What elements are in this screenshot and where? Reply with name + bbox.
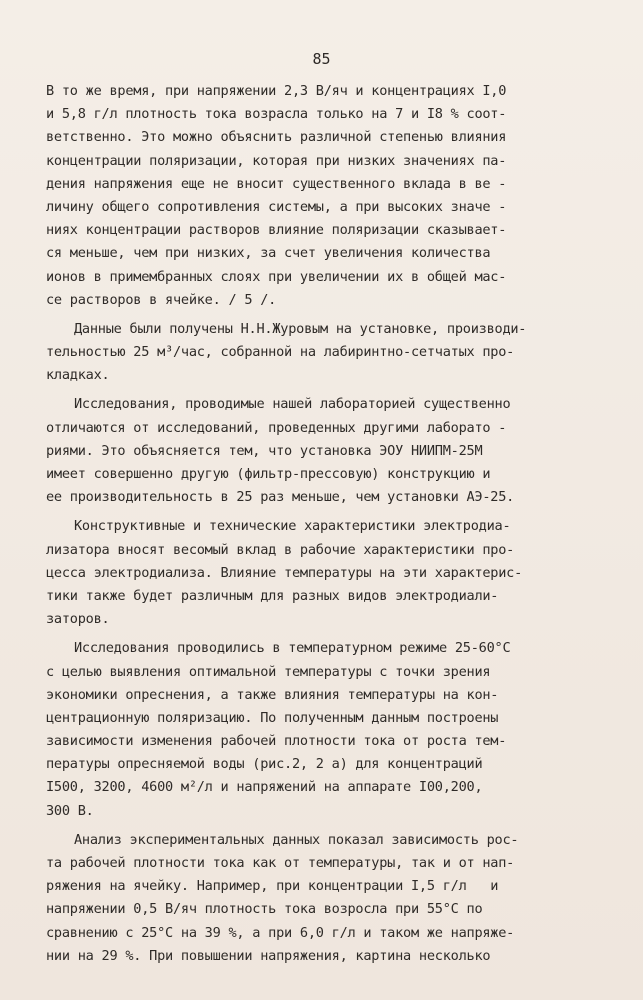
text-line: ся меньше, чем при низких, за счет увеличения количества xyxy=(46,245,491,262)
text-line: ниях концентрации растворов влияние поляризации сказывает- xyxy=(46,222,507,239)
text-line: ряжения на ячейку. Например, при концентрации I,5 г/л и xyxy=(46,878,499,895)
text-line: пературы опресняемой воды (рис.2, 2 а) для концентраций xyxy=(46,756,483,773)
text-line: тельностью 25 м³/час, собранной на лабиринтно-сетчатых про- xyxy=(46,344,515,361)
text-line: Данные были получены Н.Н.Журовым на установке, производи- xyxy=(74,320,527,337)
text-line: 300 В. xyxy=(46,802,94,819)
text-line: личину общего сопротивления системы, а при высоких значе - xyxy=(46,198,507,215)
text-line: ветственно. Это можно объяснить различной степенью влияния xyxy=(46,129,507,146)
text-line: та рабочей плотности тока как от температуры, так и от нап- xyxy=(46,855,515,871)
text-line: отличаются от исследований, проведенных другими лаборато - xyxy=(46,419,507,436)
text-line: лизатора вносят весомый вклад в рабочие характеристики про- xyxy=(46,541,515,558)
text-line: В то же время, при напряжении 2,3 В/яч и концентрациях I,0 xyxy=(46,83,507,99)
body-text xyxy=(46,80,608,968)
text-line: Исследования проводились в температурном режиме 25-60°С xyxy=(74,640,511,657)
text-line: Анализ экспериментальных данных показал зависимость рос- xyxy=(74,831,519,848)
text-line: се растворов в ячейке. / 5 /. xyxy=(46,291,277,308)
text-line: с целью выявления оптимальной температуры с точки зрения xyxy=(46,663,491,680)
text-line: экономики опреснения, а также влияния температуры на кон- xyxy=(46,686,499,703)
text-line: I500, 3200, 4600 м²/л и напряжений на аппарате I00,200, xyxy=(46,779,483,796)
text-line: и 5,8 г/л плотность тока возрасла только на 7 и I8 % соот- xyxy=(46,106,507,123)
page-number: 85 xyxy=(312,50,331,68)
text-line: тики также будет различным для разных видов электродиали- xyxy=(46,587,499,604)
text-line: ионов в примембранных слоях при увеличении их в общей мас- xyxy=(46,268,507,285)
text-line: дения напряжения еще не вносит существенного вклада в ве - xyxy=(46,175,507,192)
text-line: имеет совершенно другую (фильтр-прессовую) конструкцию и xyxy=(46,466,491,482)
text-line: зависимости изменения рабочей плотности тока от роста тем- xyxy=(46,733,507,750)
text-line: ее производительность в 25 раз меньше, чем установки АЭ-25. xyxy=(46,489,515,506)
text-line: Конструктивные и технические характеристики электродиа- xyxy=(74,518,511,535)
text-line: цесса электродиализа. Влияние температуры на эти характерис- xyxy=(46,564,523,581)
text-line: центрационную поляризацию. По полученным данным построены xyxy=(46,709,499,726)
text-line: нии на 29 %. При повышении напряжения, картина несколько xyxy=(46,947,491,964)
text-line: Исследования, проводимые нашей лабораторией существенно xyxy=(74,396,511,413)
text-line: заторов. xyxy=(46,611,110,628)
text-line: риями. Это объясняется тем, что установка ЭОУ НИИПМ-25М xyxy=(46,442,483,459)
text-line: напряжении 0,5 В/яч плотность тока возросла при 55°С по xyxy=(46,901,483,918)
text-line: концентрации поляризации, которая при низких значениях па- xyxy=(46,152,507,169)
text-line: сравнению с 25°С на 39 %, а при 6,0 г/л и таком же напряже- xyxy=(46,924,515,941)
text-line: кладках. xyxy=(46,367,110,384)
